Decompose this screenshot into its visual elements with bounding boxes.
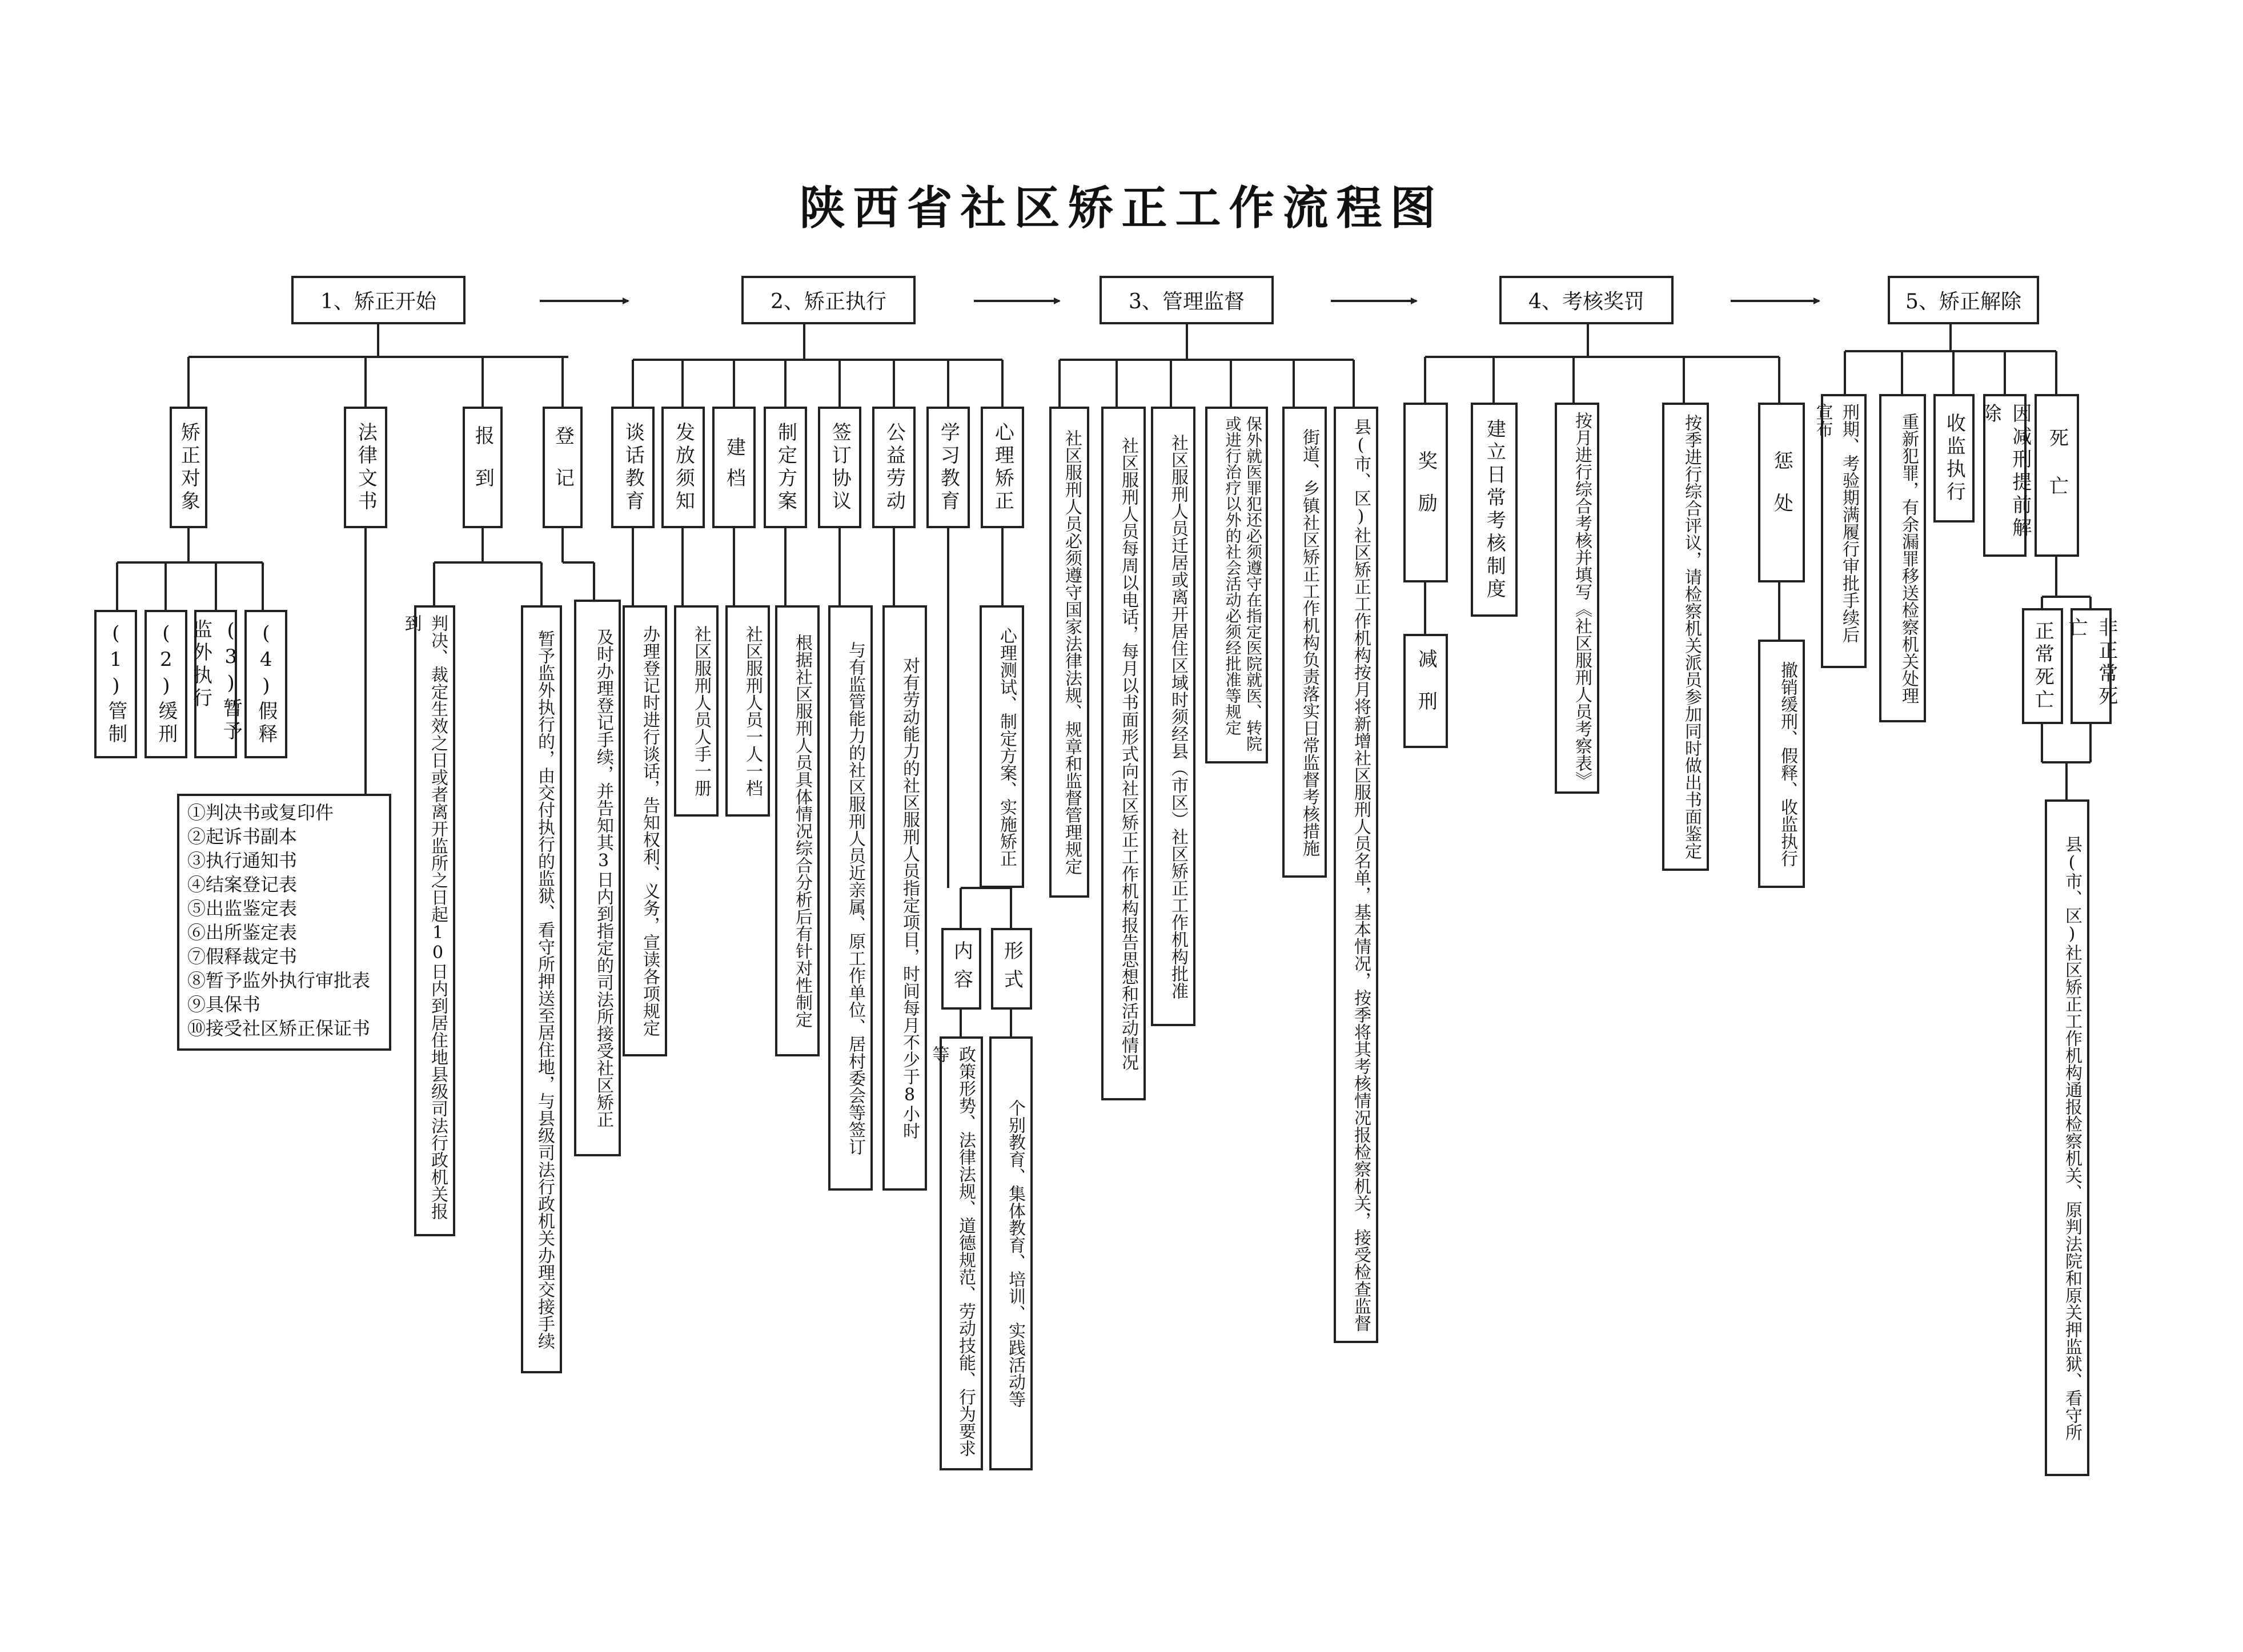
daily-assessment-box: 建立日常考核制度	[1471, 403, 1518, 617]
talk-education-detail: 办理登记时进行谈话，告知权利、义务，宣读各项规定	[623, 605, 667, 1056]
supervision-rule-county-agency: 县(市、区)社区矫正工作机构按月将新增社区服刑人员名单，基本情况，按季将其考核情况报检察机关，接受检查监督	[1334, 407, 1378, 1343]
talk-education-box: 谈话教育	[611, 407, 655, 528]
distribute-notice-box: 发放须知	[661, 407, 705, 528]
object-control: (1)管制	[94, 610, 137, 758]
stage-4-header: 4、考核奖罚	[1499, 276, 1674, 324]
psychological-correction-box: 心理矫正	[981, 407, 1024, 528]
supervision-rule-reporting: 社区服刑人员每周以电话，每月以书面形式向社区矫正工作机构报告思想和活动情况	[1101, 407, 1146, 1100]
doc-item: ⑧暂予监外执行审批表	[187, 970, 371, 991]
doc-item: ⑨具保书	[187, 994, 261, 1015]
study-form-detail: 个别教育、集体教育、培训、实践活动等	[989, 1036, 1033, 1470]
release-recommitted: 重新犯罪，有余漏罪移送检察机关处理	[1879, 394, 1926, 722]
register-detail: 及时办理登记手续，并告知其3日内到指定的司法所接受社区矫正	[574, 600, 621, 1156]
death-notify-detail: 县(市、区)社区矫正工作机构通报检察机关、原判法院和原关押监狱、看守所	[2045, 799, 2089, 1476]
make-plan-box: 制定方案	[764, 407, 807, 528]
distribute-notice-detail: 社区服刑人员人手一册	[674, 605, 719, 817]
register-box: 登记	[543, 407, 583, 528]
doc-item: ①判决书或复印件	[187, 802, 334, 823]
normal-death-box: 正常死亡	[2022, 608, 2063, 724]
doc-item: ④结案登记表	[187, 874, 298, 895]
abnormal-death-box: 非正常死亡	[2071, 608, 2112, 724]
supervision-rule-relocation: 社区服刑人员迁居或离开居住区域时须经县（市区）社区矫正工作机构批准	[1151, 407, 1195, 1026]
punishment-box: 惩处	[1758, 403, 1805, 582]
stage-3-header: 3、管理监督	[1100, 276, 1274, 324]
sign-agreement-box: 签订协议	[818, 407, 861, 528]
file-building-box: 建档	[712, 407, 756, 528]
stage-1-header: 1、矫正开始	[291, 276, 466, 324]
study-content-detail: 政策形势、法律法规、道德规范、劳动技能、行为要求等	[940, 1036, 983, 1470]
study-form-box: 形式	[991, 928, 1032, 1010]
release-revoked: 收监执行	[1933, 394, 1975, 522]
make-plan-detail: 根据社区服刑人员具体情况综合分析后有针对性制定	[775, 605, 820, 1056]
doc-item: ⑦假释裁定书	[187, 946, 298, 967]
reward-box: 奖励	[1403, 403, 1448, 582]
file-building-detail: 社区服刑人员一人一档	[725, 605, 770, 817]
correction-objects-box: 矫正对象	[170, 407, 207, 528]
study-education-box: 学习教育	[926, 407, 970, 528]
report-box: 报到	[463, 407, 503, 528]
object-probation: (2)缓刑	[145, 610, 187, 758]
doc-item: ⑥出所鉴定表	[187, 922, 298, 943]
quarterly-assessment-box: 按季进行综合评议，请检察机关派员参加同时做出书面鉴定	[1662, 403, 1709, 871]
legal-documents-box: 法律文书	[344, 407, 387, 528]
monthly-assessment-box: 按月进行综合考核并填写《社区服刑人员考察表》	[1555, 403, 1599, 794]
sign-agreement-detail: 与有监管能力的社区服刑人员近亲属、原工作单位、居村委会等签订	[828, 605, 873, 1191]
release-term-expired: 刑期、考验期满履行审批手续后宣布	[1821, 394, 1867, 668]
report-detail-judgment: 判决、裁定生效之日或者离开监所之日起10日内到居住地县级司法行政机关报到	[414, 605, 455, 1236]
stage-2-header: 2、矫正执行	[741, 276, 916, 324]
page-title: 陕西省社区矫正工作流程图	[799, 181, 1444, 235]
object-temporary-release: (3)暂予监外执行	[194, 610, 237, 758]
doc-item: ③执行通知书	[187, 850, 298, 871]
public-labor-detail: 对有劳动能力的社区服刑人员指定项目，时间每月不少于8小时	[882, 605, 927, 1191]
object-parole: (4)假释	[244, 610, 287, 758]
release-death: 死亡	[2035, 394, 2079, 557]
supervision-rule-laws: 社区服刑人员必须遵守国家法律法规、规章和监督管理规定	[1049, 407, 1089, 898]
public-labor-box: 公益劳动	[872, 407, 916, 528]
supervision-rule-street-agency: 街道、乡镇社区矫正工作机构负责落实日常监督考核措施	[1282, 407, 1327, 878]
doc-item: ⑤出监鉴定表	[187, 898, 298, 919]
report-detail-temporary: 暂予监外执行的，由交付执行的监狱、看守所押送至居住地，与县级司法行政机关办理交接手续	[521, 605, 562, 1373]
doc-item: ⑩接受社区矫正保证书	[187, 1018, 371, 1039]
supervision-rule-medical-parole: 保外就医罪犯还必须遵守在指定医院就医、转院或进行治疗以外的社会活动必须经批准等规定	[1205, 407, 1268, 763]
legal-documents-list	[177, 794, 391, 1051]
punishment-detail: 撤销缓刑、假释、收监执行	[1758, 640, 1805, 888]
study-content-box: 内容	[941, 928, 981, 1010]
psychological-correction-detail: 心理测试、制定方案、实施矫正	[980, 605, 1024, 888]
release-early-reduction: 因减刑提前解除	[1983, 394, 2027, 557]
sentence-reduction-box: 减刑	[1403, 634, 1448, 748]
doc-item: ②起诉书副本	[187, 826, 298, 847]
stage-5-header: 5、矫正解除	[1888, 276, 2039, 324]
